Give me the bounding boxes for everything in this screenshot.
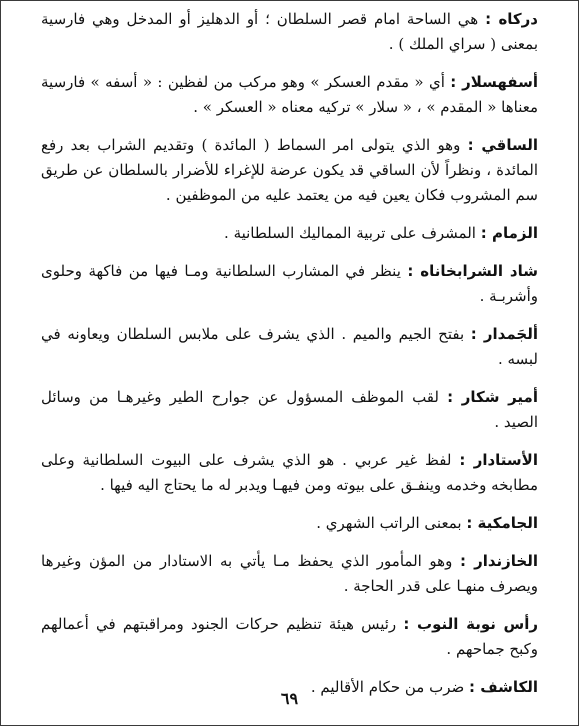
glossary-entry-dargah [41, 7, 538, 57]
glossary-definition: وهو الذي يتولى امر السماط ( المائدة ) وتقديم الشراب بعد رفع المائدة ، ونظراً لأن الساقي قد يكون عرضة للإغراء للأضرار بالسلطان عن طريق سم المشروب فكان يعين فيه من يعتمد عليه من الموظفين . [41, 136, 538, 204]
glossary-term: الجامكية : [466, 514, 538, 532]
glossary-term: الخازندار : [459, 552, 538, 570]
glossary-entry-jamakiyya [41, 511, 538, 536]
glossary-entry-amir-shikar [41, 385, 538, 435]
glossary-term: الزمام : [480, 224, 538, 242]
glossary-definition: هي الساحة امام قصر السلطان ؛ أو الدهليز أو المدخل وهي فارسية بمعنى ( سراي الملك ) . [41, 10, 538, 53]
glossary-entry-jamdar [41, 322, 538, 372]
glossary-term: رأس نوبة النوب : [403, 615, 538, 633]
glossary-term: أمير شكار : [447, 388, 538, 406]
glossary-list [41, 7, 538, 713]
glossary-definition: بفتح الجيم والميم . الذي يشرف على ملابس السلطان ويعاونه في لبسه . [41, 325, 538, 368]
glossary-term: دركاه : [485, 10, 538, 28]
glossary-entry-shad-sharabkhanah [41, 259, 538, 309]
glossary-entry-ras-nawbat [41, 612, 538, 662]
glossary-definition: أي « مقدم العسكر » وهو مركب من لفظين : « أسفه » فارسية معناها « المقدم » ، « سلار » تركيه معناه « العسكر » . [41, 73, 538, 116]
glossary-term: ألجَمدار : [470, 325, 538, 343]
glossary-definition: ينظر في المشارب السلطانية ومـا فيها من فاكهة وحلوى وأشربـة . [41, 262, 538, 305]
glossary-definition: بمعنى الراتب الشهري . [316, 514, 462, 532]
glossary-term: الأستادار : [459, 451, 538, 469]
glossary-term: أسفهسلار : [450, 73, 538, 91]
glossary-definition: لقب الموظف المسؤول عن جوارح الطير وغيرهـا من وسائل الصيد . [41, 388, 538, 431]
glossary-definition: المشرف على تربية المماليك السلطانية . [224, 224, 476, 242]
glossary-definition: لفظ غير عربي . هو الذي يشرف على البيوت السلطانية وعلى مطابخه وخدمه وينفـق على بيوته ومن فيهـا ويدبر له ما يحتاج اليه فيها . [41, 451, 538, 494]
glossary-definition: وهو المأمور الذي يحفظ مـا يأتي به الاستادار من المؤن وغيرها ويصرف منهـا على قدر الحاجة . [41, 552, 538, 595]
glossary-entry-isfahsalar [41, 70, 538, 120]
glossary-term: الساقي : [467, 136, 538, 154]
glossary-definition: ضرب من حكام الأقاليم . [310, 678, 465, 696]
glossary-term: شاد الشرابخاناه : [407, 262, 539, 280]
glossary-definition: رئيس هيئة تنظيم حركات الجنود ومراقبتهم في أعمالهم وكبح جماحهم . [41, 615, 538, 658]
glossary-entry-ustadar [41, 448, 538, 498]
glossary-entry-zimam [41, 221, 538, 246]
glossary-term: الكاشف : [469, 678, 538, 696]
glossary-entry-saqi [41, 133, 538, 208]
glossary-entry-khazindar [41, 549, 538, 599]
page-number: ٦٩ [280, 689, 299, 708]
